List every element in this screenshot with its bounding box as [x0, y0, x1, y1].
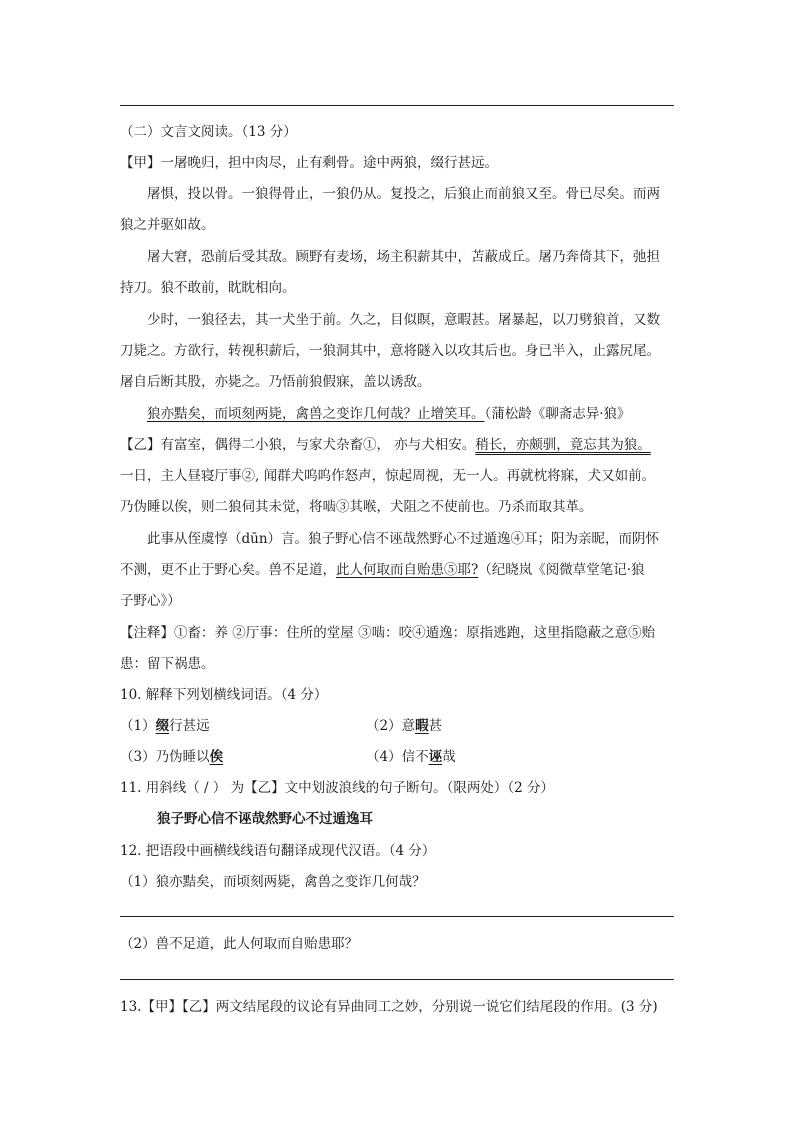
jia-p4-line-3: 屠自后断其股，亦毙之。乃悟前狼假寐，盖以诱敌。	[120, 374, 431, 390]
jia-underlined-sentence: 狼亦黠矣，而顷刻两毙，禽兽之变诈几何哉？止增笑耳。	[147, 406, 485, 422]
section-heading: （二）文言文阅读。（13 分）	[120, 124, 297, 140]
q10-item-3	[120, 748, 223, 766]
top-rule	[120, 105, 674, 106]
q10-item-3-prefix: （3）乃伪睡以	[120, 749, 210, 765]
yi-underlined-sentence: 此人何取而自贻患⑤耶?	[336, 562, 479, 578]
yi-p2-line-2	[120, 561, 645, 579]
q11-stem: 11. 用斜线（ / ） 为【乙】文中划波浪线的句子断句。（限两处）（2 分）	[120, 780, 555, 796]
q10-item-2-word: 暇	[415, 718, 429, 734]
q10-item-1	[120, 717, 210, 735]
jia-p3-line-1: 屠大窘，恐前后受其敌。顾野有麦场，场主积薪其中，苫蔽成丘。屠乃奔倚其下，弛担	[147, 249, 660, 265]
q10-item-1-word: 缀	[155, 718, 170, 734]
q11-sentence: 狼子野心信不诬哉然野心不过遁逸耳	[157, 811, 373, 827]
q10-item-1-suffix: 行甚远	[169, 718, 210, 734]
yi-line-1-text: 【乙】有富室，偶得二小狼，与家犬杂畜①， 亦与犬相安。	[120, 437, 476, 453]
q10-item-4-word: 诬	[428, 749, 443, 765]
yi-p2-line-1: 此事从侄虞惇（dūn）言。狼子野心信不诬哉然野心不过遁逸④耳；阳为亲昵，而阴怀	[147, 531, 660, 547]
notes-line-2: 患：留下祸患。	[120, 656, 215, 672]
q10-item-4-suffix: 哉	[442, 749, 456, 765]
q10-item-4-prefix: （4）信不	[366, 749, 429, 765]
notes-line-1: 【注释】①畜：养 ②厅事：住所的堂屋 ③啮：咬④遁逸：原指逃跑，这里指隐蔽之意⑤贻	[120, 625, 656, 641]
yi-line-3: 乃伪睡以俟，则二狼伺其未觉，将啮③其喉，犬阻之不使前也。乃杀而取其革。	[120, 499, 593, 515]
q12-stem: 12. 把语段中画横线线语句翻译成现代汉语。（4 分）	[120, 843, 436, 859]
jia-p2-line-1: 屠惧，投以骨。一狼得骨止，一狼仍从。复投之，后狼止而前狼又至。骨已尽矣。而两	[147, 186, 660, 202]
jia-p2-line-2: 狼之并驱如故。	[120, 217, 215, 233]
q13-stem: 13.【甲】【乙】两文结尾段的议论有异曲同工之妙，分别说一说它们结尾段的作用。(3 分)	[120, 999, 658, 1015]
q10-item-2-suffix: 甚	[428, 718, 443, 734]
q10-item-4	[366, 748, 456, 766]
yi-line-2: 一日，主人昼寝厅事②, 闻群犬呜呜作怒声，惊起周视，无一人。再就枕将寐，犬又如前。	[120, 468, 656, 484]
q10-item-2-prefix: （2）意	[366, 718, 416, 734]
yi-source: （纪晓岚《阅微草堂笔记·狼	[478, 562, 645, 578]
jia-p4-line-2: 刀毙之。方欲行，转视积薪后，一狼洞其中，意将隧入以攻其后也。身已半入，止露尻尾。	[120, 343, 660, 359]
yi-p2-line-3: 子野心》）	[120, 593, 181, 609]
jia-p4-line-1: 少时，一狼径去，其一犬坐于前。久之，目似瞑，意暇甚。屠暴起，以刀劈狼首，又数	[147, 312, 660, 328]
q10-item-2	[366, 717, 442, 735]
jia-p5-line	[147, 405, 631, 423]
q12-sentence-1: （1）狼亦黠矣，而顷刻两毙，禽兽之变诈几何哉？	[120, 874, 426, 890]
jia-line-1: 【甲】一屠晚归，担中肉尽，止有剩骨。途中两狼，缀行甚远。	[120, 155, 498, 171]
q10-item-1-prefix: （1）	[120, 718, 156, 734]
q12-sentence-2: （2）兽不足道，此人何取而自贻患耶？	[120, 936, 359, 952]
answer-line-1[interactable]	[120, 916, 674, 917]
yi-p2-line-2-a: 不测，更不止于野心矣。兽不足道，	[120, 562, 336, 578]
jia-source: （蒲松龄《聊斋志异·狼》	[484, 406, 631, 422]
yi-line-1	[120, 436, 651, 454]
jia-p3-line-2: 持刀。狼不敢前，眈眈相向。	[120, 280, 296, 296]
yi-double-underline: 稍长，亦颇驯，竟忘其为狼。	[475, 437, 651, 453]
answer-line-2[interactable]	[120, 979, 674, 980]
q10-stem: 10. 解释下列划横线词语。（4 分）	[120, 687, 328, 703]
q10-item-3-word: 俟	[209, 749, 224, 765]
